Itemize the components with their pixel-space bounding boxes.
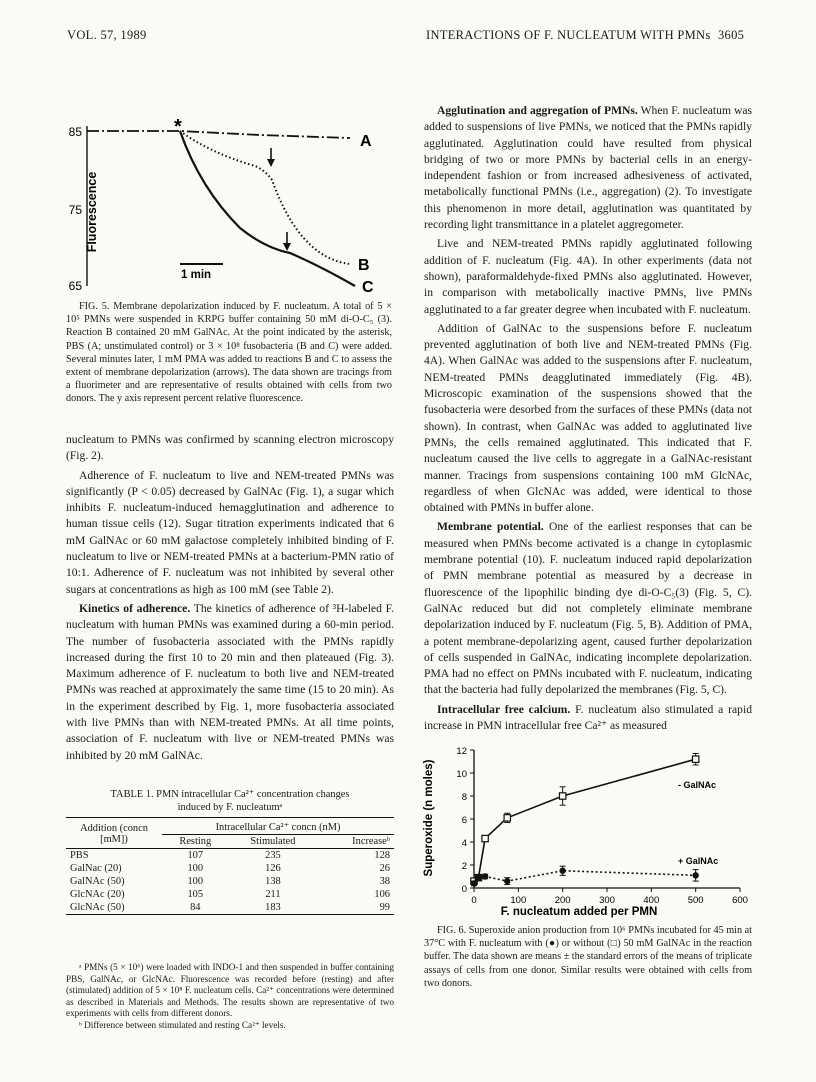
fig5-caption bbox=[66, 300, 392, 406]
left-column bbox=[66, 432, 394, 767]
fig6-y-tick-label: 0 bbox=[461, 884, 467, 895]
fig6-point-square bbox=[692, 756, 698, 762]
fig5-caption-text: Membrane depolarization induced by F. nucleatum. A total of 5 × 10⁵ PMNs were suspended in KRPG buffer containing 50 mM di-O-C₅ (3). Reaction B contained 20 mM GalNAc. At the point indicated by the asterisk, PBS (A; unstimulated control) or 3 × 10⁸ fusobacteria (B and C) were added. Several minutes later, 1 mM PMA was added to reactions B and C to assess the extent of membrane depolarization (arrows). The data shown are tracings from a fluorimeter and are representative of results obtained with cells from two donors. The y axis represent percent relative fluorescence. bbox=[66, 301, 393, 405]
fig5-arrowhead-b bbox=[267, 159, 275, 167]
fig5-tracing bbox=[60, 108, 400, 293]
fig5-y-axis-label: Fluorescence bbox=[85, 171, 99, 253]
fig6-point-square bbox=[559, 793, 565, 799]
fig5-y-tick-85: 85 bbox=[68, 125, 82, 139]
fig6-point-circle bbox=[559, 868, 565, 874]
right-column bbox=[424, 103, 752, 737]
table1-col-addition: Addition (concn [mM]) bbox=[80, 823, 148, 845]
fig6-y-tick-label: 4 bbox=[461, 838, 467, 849]
running-volume: VOL. 57, 1989 bbox=[67, 28, 147, 42]
fig6-y-tick-label: 6 bbox=[461, 815, 467, 826]
fig6-point-square bbox=[504, 815, 510, 821]
fig6-caption-label: FIG. 6. bbox=[437, 925, 467, 936]
table-cell: 38 bbox=[379, 876, 390, 887]
fig5-curve-a bbox=[87, 131, 350, 138]
table1-group-header: Intracellular Ca²⁺ concn (nM) bbox=[162, 818, 394, 835]
table-cell: 26 bbox=[379, 863, 390, 874]
fig6-point-circle bbox=[692, 872, 698, 878]
fig6-y-tick-label: 8 bbox=[461, 792, 467, 803]
membrane-potential-heading: Membrane potential. bbox=[437, 520, 544, 534]
fig6-caption bbox=[424, 924, 752, 990]
table1 bbox=[66, 818, 394, 915]
table1-title-line2: induced by F. nucleatumᵃ bbox=[177, 802, 283, 813]
fig6-x-tick-label: 0 bbox=[471, 895, 477, 906]
fig6-chart bbox=[416, 738, 756, 918]
fig6-y-tick-label: 10 bbox=[456, 769, 467, 780]
fig5-caption-label: FIG. 5. bbox=[79, 301, 110, 312]
right-para-3: Addition of GalNAc to the suspensions before F. nucleatum prevented agglutination of both live and NEM-treated PMNs (Fig. 4A). When GalNAc was added to the suspensions after F. nucleatum, NEM-treated PMNs deagglutinated immediately (Fig. 4B). Microscopic examination of the suspensions showed that the fusobacteria were desorbed from the surfaces of these PMNs (data not shown). In contrast, when GalNAc was added to agglutinated live PMNs, the cells remained agglutinated. This indicated that F. nucleatum caused the live cells to aggregate in a GalNAc-resistant manner. Tracings from suspensions containing 100 mM GlcNAc, regardless of when GlcNAc was added, were identical to those obtained with PMNs in buffer alone. bbox=[424, 321, 752, 515]
table1-header-resting: Resting bbox=[179, 836, 212, 847]
fig5-curve-c bbox=[180, 131, 355, 286]
table1-footnotes bbox=[66, 962, 394, 1032]
fig6-y-tick-label: 12 bbox=[456, 746, 467, 757]
table1-header-stimulated: Stimulated bbox=[250, 836, 296, 847]
right-para-5: F. nucleatum also stimulated a rapid increase in PMN intracellular free Ca²⁺ as measured bbox=[424, 702, 752, 732]
fig6-x-tick-label: 100 bbox=[510, 895, 527, 906]
fig6-y-axis-label: Superoxide (n moles) bbox=[423, 759, 435, 877]
fig6-x-tick-label: 200 bbox=[554, 895, 571, 906]
table-cell: 107 bbox=[187, 850, 204, 861]
fig5-asterisk: * bbox=[174, 116, 182, 138]
fig5-label-a: A bbox=[360, 133, 372, 150]
table-cell: GlcNAc (50) bbox=[70, 902, 125, 913]
right-para-1: When F. nucleatum was added to suspensions of live PMNs, we noticed that the PMNs rapidly agglutinated. Agglutination could have resulted from physical bridging of two or more PMNs by bacterial cells in an energy-independent fashion or from increased adhesiveness of activated, metabolically functional PMNs (i.e., aggregation) (2). To investigate this phenomenon in more detail, agglutination was quantitated by recording light transmittance in a platelet aggregometer. bbox=[424, 104, 752, 232]
fig6-x-tick-label: 400 bbox=[643, 895, 660, 906]
table-cell: 128 bbox=[374, 850, 390, 861]
left-para-1: nucleatum to PMNs was confirmed by scanning electron microscopy (Fig. 2). bbox=[66, 433, 394, 463]
table-cell: 183 bbox=[265, 902, 281, 913]
agglutination-heading: Agglutination and aggregation of PMNs. bbox=[437, 104, 638, 117]
table-cell: 100 bbox=[187, 863, 204, 874]
table-cell: 211 bbox=[265, 889, 281, 900]
fig5-y-tick-65: 65 bbox=[68, 279, 82, 293]
fig6-legend-minus-galnac: - GalNAc bbox=[678, 780, 717, 790]
table1-title bbox=[66, 788, 394, 814]
fig6-y-tick-label: 2 bbox=[461, 861, 467, 872]
table-cell: 235 bbox=[265, 850, 281, 861]
fig6-point-circle bbox=[504, 878, 510, 884]
fig6-point-square bbox=[482, 835, 488, 841]
table-cell: 100 bbox=[187, 876, 204, 887]
table-cell: 84 bbox=[190, 902, 201, 913]
table-cell: GalNAc (50) bbox=[70, 876, 125, 887]
table-row bbox=[66, 875, 394, 888]
fig6-x-tick-label: 600 bbox=[732, 895, 748, 906]
fig6-point-circle bbox=[482, 873, 488, 879]
left-para-2: Adherence of F. nucleatum to live and NEM-treated PMNs was significantly (P < 0.05) decreased by GalNAc (Fig. 1), a sugar which inhibits F. nucleatum-induced hemagglutination and adherence to human tissue cells (12). Sugar titration experiments indicated that 6 mM GalNAc or 60 mM galactose completely inhibited binding of F. nucleatum to live or NEM-treated PMNs at a bacterium-PMN ratio of 10:1. Adherence of F. nucleatum was not inhibited by several other sugars at concentrations as high as 100 mM (see Table 2). bbox=[66, 468, 394, 596]
running-title: INTERACTIONS OF F. NUCLEATUM WITH PMNs bbox=[426, 28, 711, 42]
fig6-point-circle bbox=[475, 874, 481, 880]
fig6-x-tick-label: 300 bbox=[599, 895, 615, 906]
table1-title-line1: TABLE 1. PMN intracellular Ca²⁺ concentration changes bbox=[110, 789, 350, 800]
table-cell: 105 bbox=[187, 889, 204, 900]
table-row bbox=[66, 862, 394, 875]
right-para-4: One of the earliest responses that can be measured when PMNs become activated is a change in cytoplasmic membrane potential (10). F. nucleatum induced rapid depolarization of PMN membrane potential as measured by a decrease in fluorescence of the lipophilic binding dye di-O-C₅(3) (Fig. 5, C). GalNAc reduced but did not completely eliminate membrane depolarization induced by F. nucleatum (Fig. 5, B). Addition of PMA, a potent membrane-depolarizing agent, caused further depolarization of cells suspended in GalNAc, indicating incomplete depolarization. PMA had no effect on PMNs incubated with F. nucleatum, indicating that the bacteria had fully depolarized the membranes (Fig. 5, C). bbox=[424, 520, 752, 697]
table-cell: GlcNAc (20) bbox=[70, 889, 125, 900]
table1-header-increase: Increaseᵇ bbox=[352, 836, 390, 847]
left-para-3: The kinetics of adherence of ³H-labeled F. nucleatum with human PMNs was examined during a 60-min period. The number of fusobacteria associated with the PMNs rapidly increased during the first 10 to 20 min and then plateaued (Fig. 3). Maximum adherence of F. nucleatum to both live and NEM-treated PMNs was reached at approximately the same time (15 to 20 min). As in the experiment described by Fig. 1, more fusobacteria associated with live PMNs than with NEM-treated PMNs. At all time points, association of F. nucleatum with live or NEM-treated PMNs was inhibited by 20 mM GalNAc. bbox=[66, 601, 394, 762]
table-row bbox=[66, 901, 394, 915]
fig6-legend-plus-galnac: + GalNAc bbox=[678, 856, 719, 866]
table-cell: PBS bbox=[70, 850, 89, 861]
fig6-x-tick-label: 500 bbox=[687, 895, 704, 906]
fig5-scale-label: 1 min bbox=[181, 269, 212, 281]
fig6-caption-text: Superoxide anion production from 10⁶ PMNs incubated for 45 min at 37°C with F. nucleatum with (●) or without (□) 50 mM GalNAc in the reaction buffer. The data shown are means ± the standard errors of the means of triplicate assays of cells from one donor. Similar results were obtained with cells from two donors. bbox=[424, 925, 752, 989]
fig5-y-tick-75: 75 bbox=[68, 203, 82, 217]
page-number: 3605 bbox=[718, 28, 745, 42]
table1-footnote-a: ᵃ PMNs (5 × 10⁶) were loaded with INDO-1 and then suspended in buffer containing PBS, GalNAc, or GlcNAc. Fluorescence was recorded before (resting) and after (stimulated) addition of 5 × 10⁸ F. nucleatum cells. Ca²⁺ concentrations were determined as described in Materials and Methods. The results shown are representative of two experiments with cells from different donors. bbox=[66, 962, 394, 1019]
table1-footnote-b: ᵇ Difference between stimulated and resting Ca²⁺ levels. bbox=[79, 1019, 286, 1030]
fig5-arrowhead-c bbox=[283, 243, 291, 251]
fig6-x-axis-label: F. nucleatum added per PMN bbox=[500, 906, 658, 918]
kinetics-heading: Kinetics of adherence. bbox=[79, 601, 191, 615]
table-cell: 99 bbox=[379, 902, 390, 913]
table-cell: 106 bbox=[374, 889, 390, 900]
table-cell: 138 bbox=[265, 876, 281, 887]
table-cell: 126 bbox=[265, 863, 281, 874]
table-row bbox=[66, 849, 394, 863]
fig6-point-circle bbox=[471, 880, 477, 886]
fig5-label-b: B bbox=[358, 257, 370, 274]
calcium-heading: Intracellular free calcium. bbox=[437, 702, 571, 716]
right-para-2: Live and NEM-treated PMNs rapidly agglutinated following addition of F. nucleatum (Fig. 4A). In other experiments (data not shown), paraformaldehyde-fixed PMNs also agglutinated. However, in comparison with metabolically inactive PMNs, live PMNs agglutinated to a far greater degree when incubated with F. nucleatum. bbox=[424, 237, 752, 316]
table-row bbox=[66, 888, 394, 901]
fig5-label-c: C bbox=[362, 279, 374, 293]
table-cell: GalNac (20) bbox=[70, 863, 122, 874]
